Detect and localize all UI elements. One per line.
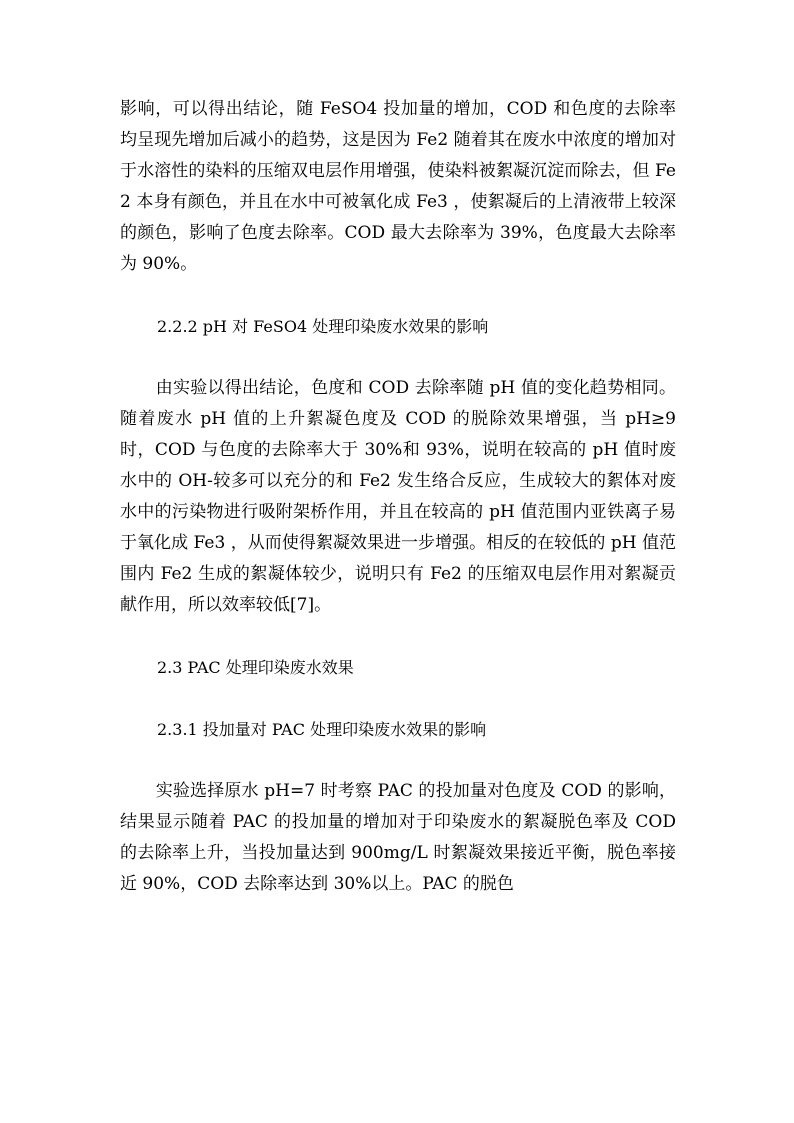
document-page xyxy=(120,94,676,900)
paragraph-gap xyxy=(120,745,676,776)
section-heading-2-3-1: 2.3.1 投加量对 PAC 处理印染废水效果的影响 xyxy=(157,720,487,739)
body-paragraph: 由实验以得出结论，色度和 COD 去除率随 pH 值的变化趋势相同。随着废水 pH 值的上升絮凝色度及 COD 的脱除效果增强，当 pH≥9 时，COD 与色度的去除率大于 30%和 93%，说明在较高的 pH 值时废水中的 OH-较多可以充分的和 Fe2 发生络合反应，生成较大的絮体对废水中的污染物进行吸附架桥作用，并且在较高的 pH 值范围内亚铁离子易于氧化成 Fe3 ，从而使得絮凝效果进一步增强。相反的在较低的 pH 值范围内 Fe2 生成的絮凝体较少，说明只有 Fe2 的压缩双电层作用对絮凝贡献作用，所以效率较低[7]。 xyxy=(120,378,676,615)
section-heading-2-2-2: 2.2.2 pH 对 FeSO4 处理印染废水效果的影响 xyxy=(157,317,489,336)
paragraph-gap xyxy=(120,342,676,373)
paragraph-gap xyxy=(120,683,676,714)
paragraph-gap xyxy=(120,621,676,652)
body-paragraph: 影响，可以得出结论，随 FeSO4 投加量的增加，COD 和色度的去除率均呈现先增加后减小的趋势，这是因为 Fe2 随着其在废水中浓度的增加对于水溶性的染料的压缩双电层作用增强，使染料被絮凝沉淀而除去，但 Fe2 本身有颜色，并且在水中可被氧化成 Fe3 ，使絮凝后的上清液带上较深的颜色，影响了色度去除率。COD 最大去除率为 39%，色度最大去除率为 90%。 xyxy=(120,99,676,274)
section-heading-2-3: 2.3 PAC 处理印染废水效果 xyxy=(157,658,354,677)
body-paragraph: 实验选择原水 pH=7 时考察 PAC 的投加量对色度及 COD 的影响，结果显示随着 PAC 的投加量的增加对于印染废水的絮凝脱色率及 COD 的去除率上升，当投加量达到 900mg/L 时絮凝效果接近平衡，脱色率接近 90%，COD 去除率达到 30%以上。PAC 的脱色 xyxy=(120,781,676,894)
paragraph-gap xyxy=(120,280,676,311)
